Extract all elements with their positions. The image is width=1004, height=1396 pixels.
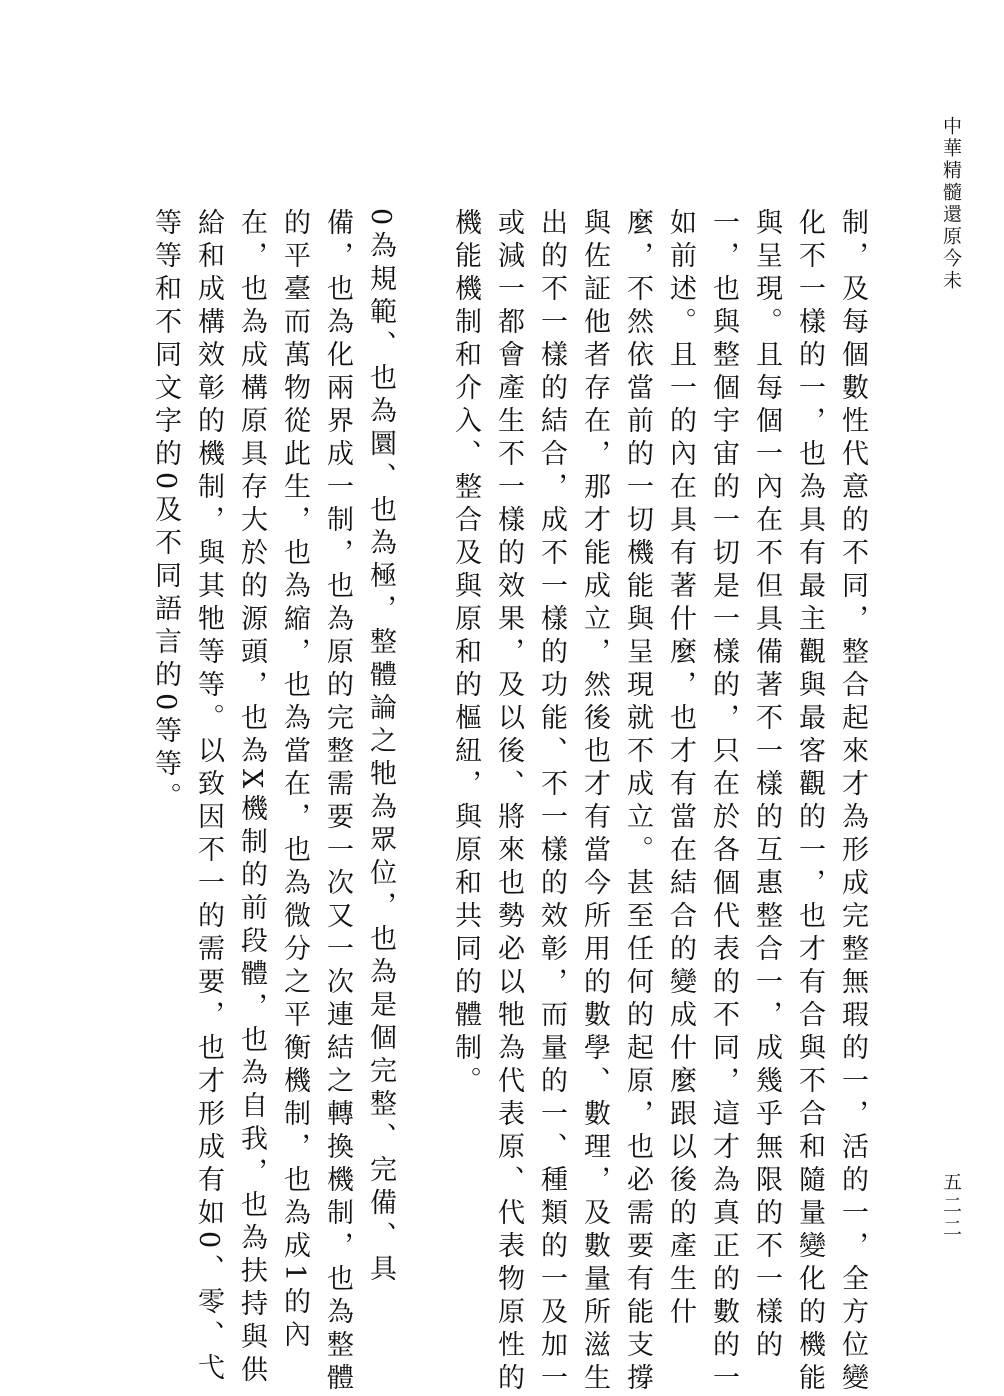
text-column: 化不一樣的一，也為具有最主觀與最客觀的一，也才有合與不合和隨量變化的機能 [794, 208, 825, 1396]
body-text [114, 208, 874, 1396]
paragraph-gap [402, 208, 444, 1318]
text-column: 制，及每個數性代意的不同，整合起來才為形成完整無瑕的一，活的一，全方位變 [837, 208, 868, 1396]
text-column: 備，也為化兩界成一制，也為原的完整需要一次又一次連結之轉換機制，也為整體 [322, 208, 353, 1396]
text-column: 出的不一樣的結合，成不一樣的功能、不一樣的效彰，而量的一、種類的一及加一 [536, 208, 567, 1396]
running-header: 中華精髓還原今未 [940, 116, 962, 292]
text-column: 一，也與整個宇宙的一切是一樣的，只在於各個代表的不同，這才為真正的數的一 [708, 208, 739, 1396]
page-number: 五二二 [940, 1172, 962, 1241]
text-column: 0為規範、也為圜、也為極，整體論之牠為眾位，也為是個完整、完備、具 [365, 208, 396, 1288]
text-column: 麼，不然依當前的一切機能與呈現就不成立。甚至任何的起原，也必需要有能支撐 [622, 208, 653, 1396]
text-column: 或減一都會產生不一樣的效果，及以後、將來也勢必以牠為代表原、代表物原性的 [493, 208, 524, 1396]
text-column: 如前述。且一的內在具有著什麼，也才有當在結合的變成什麼跟以後的產生什 [665, 208, 696, 1330]
text-column: 機能機制和介入、整合及與原和的樞紐，與原和共同的體制。 [450, 208, 481, 1099]
text-column: 的平臺而萬物從此生，也為縮，也為當在，也為微分之平衡機制，也為成1的內 [279, 208, 310, 1354]
text-column: 給和成構效彰的機制，與其牠等等。以致因不一的需要，也才形成有如0、零、弋 [193, 208, 224, 1387]
text-column: 與佐証他者存在，那才能成立，然後也才有當今所用的數學、數理，及數量所滋生 [579, 208, 610, 1396]
text-column: 與呈現。且每個一內在不但具備著不一樣的互惠整合一，成幾乎無限的不一樣的 [751, 208, 782, 1363]
text-column: 在，也為成構原具存大於的源頭，也為X機制的前段體，也為自我，也為扶持與供 [236, 208, 267, 1389]
text-column: 等等和不同文字的0及不同語言的0等等。 [150, 208, 181, 816]
